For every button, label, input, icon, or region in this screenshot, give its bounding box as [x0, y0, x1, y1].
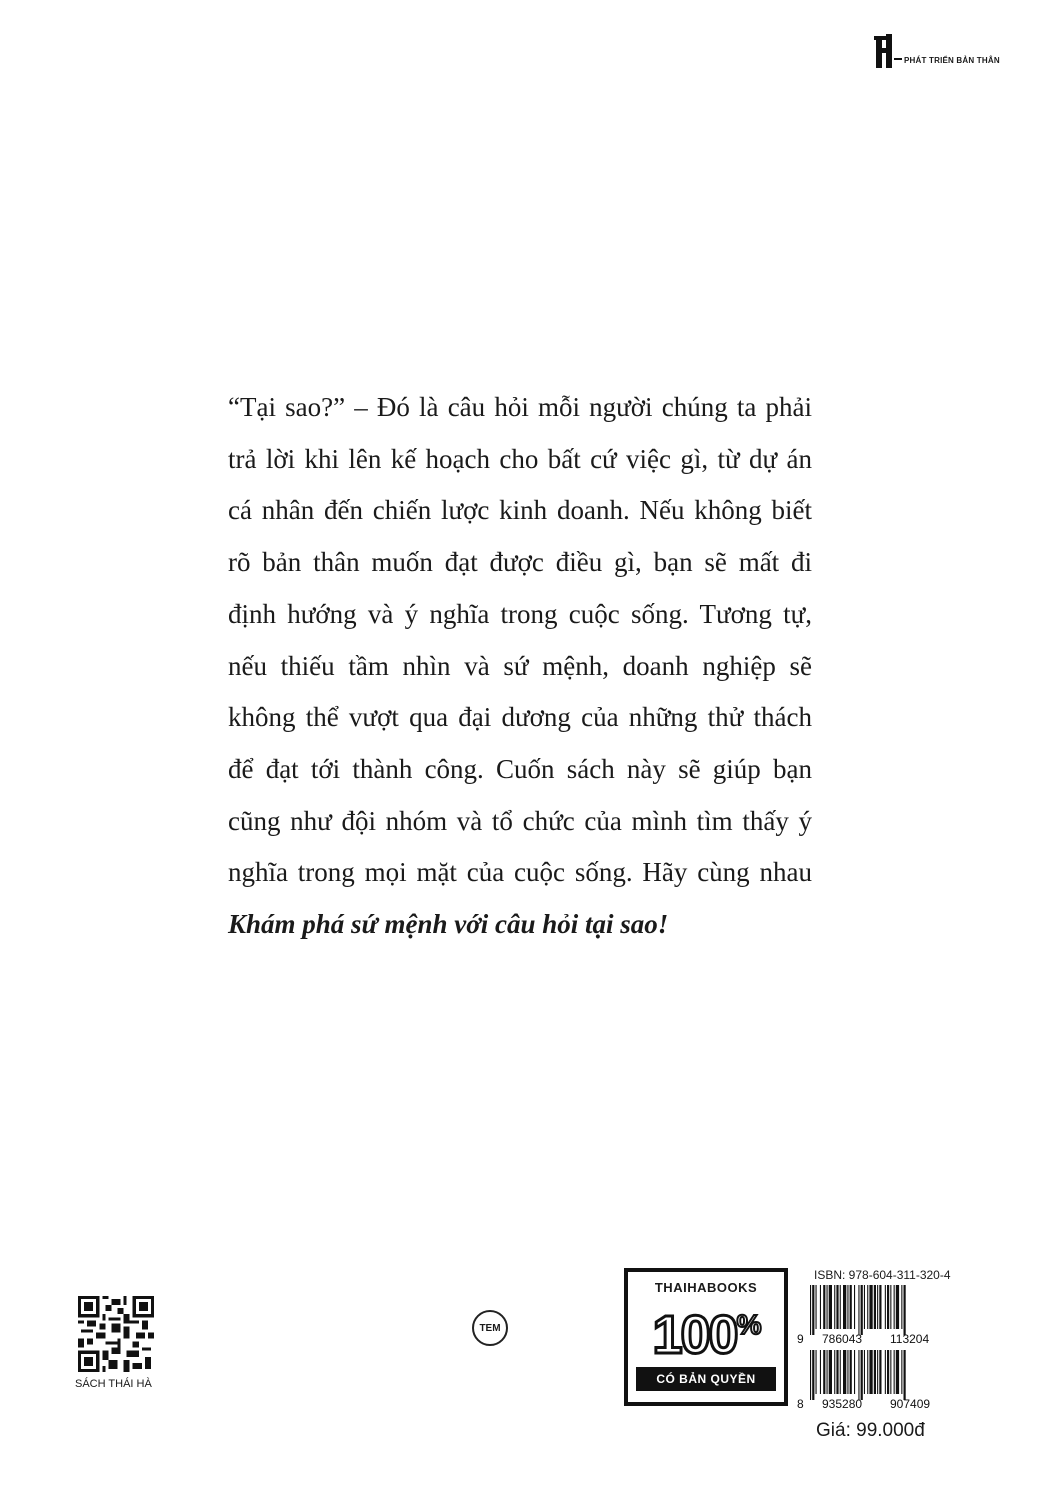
badge-caption: CÓ BẢN QUYỀN [636, 1367, 776, 1391]
barcode-bar [823, 1350, 825, 1394]
blurb-line: định hướng và ý nghĩa trong cuộc sống. Tương tự, [228, 598, 812, 629]
barcode-bar [820, 1350, 821, 1394]
copyright-badge [624, 1268, 788, 1406]
barcode-bar [885, 1285, 886, 1329]
barcode-bar [834, 1285, 835, 1329]
blurb-line: trả lời khi lên kế hoạch cho bất cứ việc gì, từ dự án [228, 443, 812, 474]
badge-percent [628, 1297, 784, 1363]
back-cover-blurb [228, 382, 812, 951]
barcode-bar [836, 1350, 838, 1394]
barcode-bar [834, 1350, 835, 1394]
barcode-bar [812, 1350, 814, 1400]
badge-brand: THAIHABOOKS [654, 1280, 758, 1295]
barcode-bar [890, 1350, 891, 1394]
barcode-bar [854, 1350, 855, 1394]
blurb-line: cũng như đội nhóm và tổ chức của mình tìm thấy ý [228, 805, 812, 836]
publisher-logo [874, 34, 1014, 76]
barcode-lead-digit: 9 [797, 1332, 804, 1346]
barcode-bar [858, 1285, 859, 1335]
barcode-bar [827, 1350, 828, 1394]
barcode-bars [810, 1350, 906, 1400]
barcode-bar [854, 1285, 855, 1329]
barcode-bar [810, 1350, 811, 1400]
barcode-bar [820, 1285, 821, 1329]
barcode-bar [816, 1350, 817, 1394]
publisher-logo-icon [874, 34, 904, 72]
barcode-bar [869, 1350, 872, 1394]
qr-caption: SÁCH THÁI HÀ [75, 1378, 152, 1390]
barcode-bar [887, 1285, 889, 1329]
barcode-bar [877, 1285, 878, 1329]
barcode-bar [869, 1285, 872, 1329]
barcode-bar [812, 1285, 814, 1335]
barcode-bar [864, 1350, 865, 1394]
barcode-bar [867, 1285, 868, 1329]
barcode-bar [904, 1350, 906, 1400]
barcode-bar [877, 1350, 878, 1394]
tem-stamp: TEM [472, 1310, 508, 1346]
barcode-bar [858, 1350, 859, 1400]
blurb-line: nếu thiếu tầm nhìn và sứ mệnh, doanh nghiệp sẽ [228, 650, 812, 681]
blurb-closing-line: Khám phá sứ mệnh với câu hỏi tại sao! [228, 909, 669, 940]
barcode-bar [887, 1350, 889, 1394]
barcode-bar [861, 1350, 863, 1400]
barcode-bar [901, 1285, 902, 1329]
barcode-bar [829, 1285, 832, 1329]
product-barcode [796, 1350, 952, 1412]
blurb-line: “Tại sao?” – Đó là câu hỏi mỗi người chúng ta phải [228, 392, 812, 422]
barcode-bar [864, 1285, 865, 1329]
barcode-bar [829, 1350, 832, 1394]
price-label: Giá: 99.000đ [816, 1420, 925, 1441]
barcode-bar [896, 1285, 899, 1329]
barcode-bar [816, 1285, 817, 1329]
barcode-bar [901, 1350, 902, 1394]
blurb-line: để đạt tới thành công. Cuốn sách này sẽ giúp bạn [228, 753, 812, 784]
badge-percent-sign: % [736, 1309, 760, 1340]
barcode-bar [810, 1285, 811, 1335]
barcode-bar [843, 1285, 846, 1329]
barcode-bar [847, 1285, 848, 1329]
barcode-bar [836, 1285, 838, 1329]
barcode-bar [874, 1350, 876, 1394]
qr-code [78, 1296, 154, 1372]
barcode-bar [894, 1285, 895, 1329]
barcode-bar [904, 1285, 906, 1335]
barcode-right-digits: 113204 [890, 1332, 930, 1346]
barcode-bar [861, 1285, 863, 1335]
isbn-text: ISBN: 978-604-311-320-4 [814, 1268, 951, 1282]
barcode-left-digits: 935280 [822, 1397, 863, 1411]
barcode-left-digits: 786043 [822, 1332, 863, 1346]
barcode-bar [896, 1350, 899, 1394]
barcode-bar [867, 1350, 868, 1394]
barcode-bar [840, 1350, 841, 1394]
barcode-bar [827, 1285, 828, 1329]
barcode-right-digits: 907409 [890, 1397, 931, 1411]
barcode-bar [840, 1285, 841, 1329]
barcode-bar [850, 1350, 852, 1394]
blurb-line: rõ bản thân muốn đạt được điều gì, bạn sẽ mất đi [228, 547, 812, 578]
barcode-bar [890, 1285, 891, 1329]
badge-percent-value: 100 [652, 1305, 737, 1365]
barcode-bar [823, 1285, 825, 1329]
barcode-bar [879, 1285, 881, 1329]
barcode-bar [885, 1350, 886, 1394]
barcode-bar [847, 1350, 848, 1394]
barcode-bar [894, 1350, 895, 1394]
isbn-barcode [796, 1285, 952, 1347]
barcode-lead-digit: 8 [797, 1397, 804, 1411]
barcode-bar [879, 1350, 881, 1394]
barcode-bar [874, 1285, 876, 1329]
barcode-bar [843, 1350, 846, 1394]
barcode-bars [810, 1285, 906, 1335]
blurb-line: không thể vượt qua đại dương của những thử thách [228, 702, 812, 733]
blurb-line: nghĩa trong mọi mặt của cuộc sống. Hãy cùng nhau [228, 857, 812, 888]
barcode-bar [850, 1285, 852, 1329]
series-label: PHÁT TRIỂN BẢN THÂN [904, 56, 1000, 65]
blurb-line: cá nhân đến chiến lược kinh doanh. Nếu không biết [228, 495, 812, 526]
